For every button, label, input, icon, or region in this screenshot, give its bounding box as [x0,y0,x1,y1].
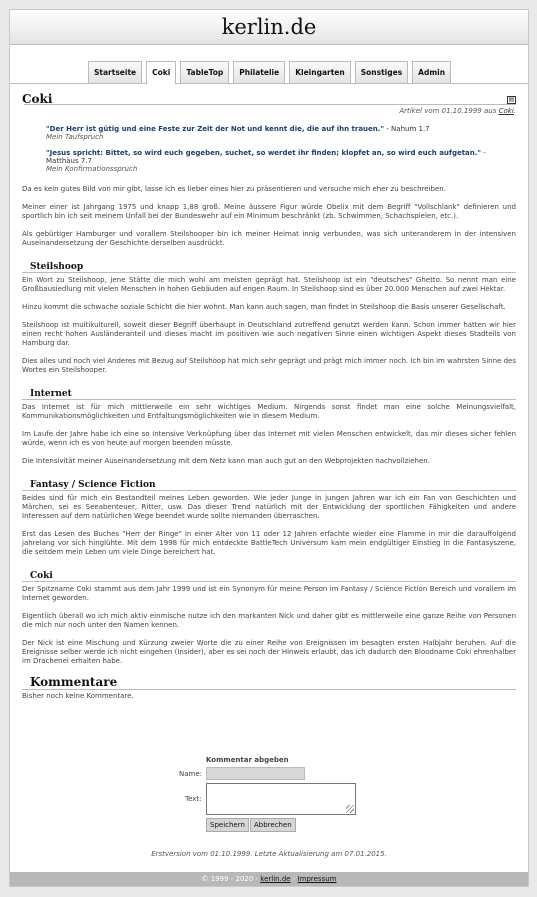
paragraph: Erst das Lesen des Buches "Herr der Ringe" in einer Alter von 11 oder 12 Jahren erfachte wieder eine Flamme in mir die darauffolgend jahrelang vor sich hinglühte. Mit dem 1998 für mich entdeckte BattleTech Universum kam mein endgültiger Einstieg in die Fantasyszene, die seitdem mein Leben um viele Dinge bereichert hat. [22,530,516,556]
tab-tabletop[interactable]: TableTop [180,61,229,83]
meta-suffix: . [513,107,516,115]
section [22,389,516,466]
tab-admin[interactable]: Admin [412,61,451,83]
paragraph: Hinzu kommt die schwache soziale Schicht die hier wohnt. Man kann auch sagen, man findet in Steilshoop die Basis unserer Gesellschaft. [22,303,506,311]
cancel-button[interactable]: Abbrechen [250,818,296,832]
tab-philatelie[interactable]: Philatelie [233,61,285,83]
paragraph: Ein Wort zu Steilshoop, jene Stätte die mich wohl am meisten geprägt hat. Steilshoop ist ein "deutsches" Ghetto. So nennt man eine Großbausiedlung mit vielen Menschen in hohen Gebäuden auf engen Raum. In Steilshoop sind es über 20.000 Menschen auf zwei Hektar. [22,276,516,293]
paragraph: Im Laufe der Jahre habe ich eine so intensive Verknüpfung über das Internet mit vielen Menschen entwickelt, das mir dieses sicher fehlen würde, wenn ich es von heute auf morgen beenden müsste. [22,430,516,447]
page [9,9,529,887]
quote-source: Mein Taufspruch [46,133,104,141]
paragraph: Als gebürtiger Hamburger und vorallem Steilshooper bin ich meiner Heimat innig verbunden, was sich unteranderem in der intensiven Auseinandersetzung der Geschichte derselben ausdrückt. [22,230,516,247]
paragraph: Meiner einer ist Jahrgang 1975 und knapp 1,88 groß. Meine äussere Figur würde Obelix mit dem Begriff "Vollschlank" definieren und sportlich bin ich seit meinem Unfall bei der Bundeswehr auf ein Minimum beschränkt (zb. Schwimmen, Schachspielen, etc.). [22,203,516,220]
section [22,262,516,375]
section [22,571,516,666]
name-label: Name: [179,770,203,778]
comments-empty: Bisher noch keine Kommentare. [22,692,134,700]
name-input[interactable] [206,767,305,780]
article-title: Coki [22,92,53,106]
section-heading: Coki [22,571,516,582]
quote-text: "Der Herr ist gütig und eine Feste zur Zeit der Not und kennt die, die auf ihn trauen." [46,125,385,133]
quote [22,125,516,141]
tab-coki[interactable]: Coki [146,61,176,84]
paragraph: Beides sind für mich ein Bestandteil meines Leben geworden. Wie jeder Junge in jungen Jahren war ich ein Fan von Geschichten und Märchen, sei es Seeabenteuer, Ritter, usw. Das dieser Trend natürlich mit der Entwicklung der sportlichen Fähigkeiten und andere Interessen auf dem natürlichen Wege beendet wurde sollte niemanden überraschen. [22,494,516,520]
section-heading: Steilshoop [22,262,516,273]
meta-prefix: Artikel vom 01.10.1999 aus [399,107,497,115]
footer-note: Erstversion vom 01.10.1999. Letzte Aktualisierung am 07.01.2015. [151,850,387,858]
print-icon[interactable]: ▤ [508,96,515,103]
quote [22,149,516,173]
paragraph: Die Intensivität meiner Auseinandersetzung mit dem Netz kann man auch gut an den Webprojekten nachvollziehen. [22,457,430,465]
paragraph: Steilshoop ist multikulturell, soweit dieser Begriff überhaupt in Deutschland zutreffend genutzt werden kann. Schon immer hatten wir hier einen recht hohen Ausländeranteil und dieses macht im positiven wie auch negativen Sinne einen wichtigen Aspekt dieses Stadteils von Hamburg dar. [22,321,516,347]
quote-ref: - Matthäus 7.7 [46,149,486,165]
section-body [22,403,516,466]
paragraph: Da es kein gutes Bild von mir gibt, lasse ich es lieber eines hier zu präsentieren und versuche mich eher zu beschreiben. [22,185,446,193]
tab-sonstiges[interactable]: Sonstiges [355,61,408,83]
section-body [22,494,516,557]
section [22,480,516,557]
footer-sep: - [290,875,298,883]
resize-handle-icon[interactable] [346,805,354,813]
text-area[interactable] [206,783,356,815]
site-title[interactable]: kerlin.de [221,15,317,39]
section-body [22,276,516,375]
paragraph: Der Spitzname Coki stammt aus dem Jahr 1999 und ist ein Synonym für meine Person im Fantasy / Science Fiction Bereich und vorallem im Internet geworden. [22,585,516,602]
quote-source: Mein Konfirmationsspruch [46,165,138,173]
article-meta [22,107,516,115]
paragraph: Der Nick ist eine Mischung und Kürzung zweier Worte die zu einer Reihe von Ereignissen im besagten ersten Halbjahr beruhen. Auf die Ereignisse selber werde ich nicht eingehen (Insider), aber es sei noch der Hinweis erlaubt, das ich dadurch den Bloodname Coki ehrenhalber im Drachenei erhalten habe. [22,639,516,665]
copyright: © 1999 - 2020 - [201,875,261,883]
save-button[interactable]: Speichern [206,818,249,832]
paragraph: Dies alles und noch viel Anderes mit Bezug auf Steilshoop hat mich sehr geprägt und prägt mich immer noch. Ich bin im wahrsten Sinne des Wortes ein Steilshooper. [22,357,516,374]
tab-kleingarten[interactable]: Kleingarten [289,61,351,83]
form-title: Kommentar abgeben [206,756,289,764]
paragraph: Das Internet ist für mich mittlerweile ein sehr wichtiges Medium. Nirgends sonst findet man eine solche Meinungsvielfalt, Kommunikationsmöglichkeiten und Entfaltungsmöglichkeiten wie in diesem Medium. [22,403,516,420]
paragraph: Eigentlich überall wo ich mich aktiv einmische nutze ich den markanten Nick und daher gibt es mittlerweile eine ganze Reihe von Personen die mich nur noch unter den Namen kennen. [22,612,516,629]
footer-impressum-link[interactable]: Impressum [297,875,337,883]
tab-startseite[interactable]: Startseite [88,61,142,83]
comments-title: Kommentare [22,675,516,690]
footer [10,872,528,886]
text-label: Text: [185,795,202,803]
site-header [10,10,528,45]
section-heading: Internet [22,389,516,400]
main-nav [10,53,528,84]
category-link[interactable]: Coki [498,107,514,115]
quote-text: "Jesus spricht: Bittet, so wird euch gegeben, suchet, so werdet ihr finden; klopfet an, so wird euch aufgetan." [46,149,482,157]
section-body [22,585,516,666]
section-heading: Fantasy / Science Fiction [22,480,516,491]
article [22,92,516,700]
quote-ref: - Nahum 1.7 [384,125,430,133]
footer-home-link[interactable]: kerlin.de [260,875,291,883]
